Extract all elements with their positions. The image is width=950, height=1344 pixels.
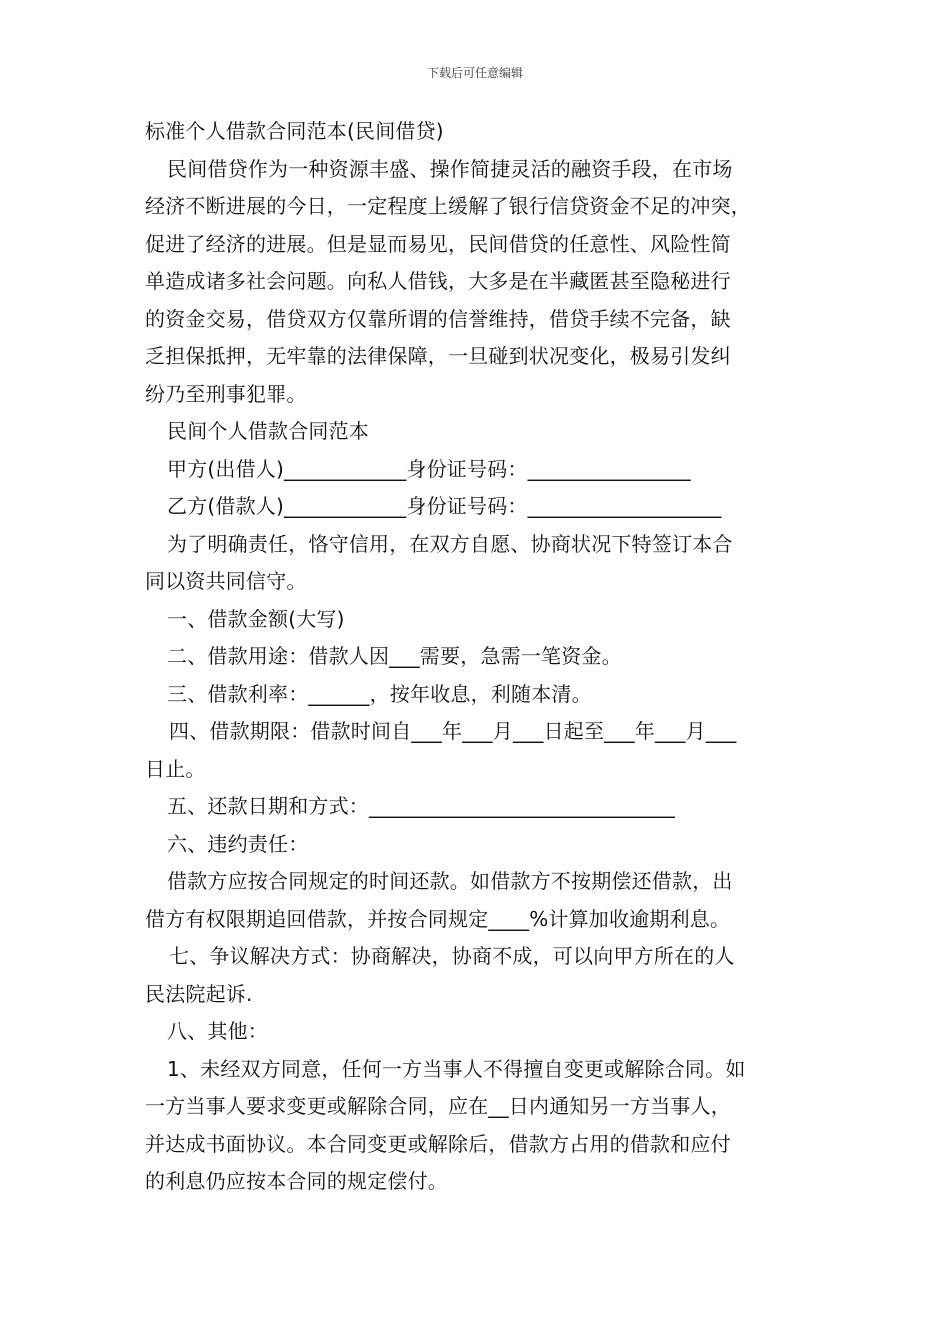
clause-8: 八、其他：	[167, 1019, 268, 1043]
contract-title: 民间个人借款合同范本	[167, 419, 369, 443]
clause-4-line: 四、借款期限：借款时间自___年___月___日起至___年___月___	[169, 719, 737, 743]
party-a-line: 甲方(出借人)____________身份证号码：________________	[167, 456, 691, 481]
intro-line: 的资金交易，借贷双方仅靠所谓的信誉维持，借贷手续不完备，缺	[145, 306, 731, 331]
clause-2: 二、借款用途：借款人因___需要，急需一笔资金。	[167, 644, 622, 668]
header-note: 下载后可任意编辑	[426, 66, 523, 80]
intro-line: 乏担保抵押，无牢靠的法律保障，一旦碰到状况变化，极易引发纠	[145, 344, 731, 368]
clause-4-line: 日止。	[145, 756, 206, 781]
clause-8-line: 并达成书面协议。本合同变更或解除后，借款方占用的借款和应付	[145, 1131, 731, 1156]
document-body	[145, 113, 815, 1201]
preamble-line: 同以资共同信守。	[145, 569, 307, 593]
document-title: 标准个人借款合同范本(民间借贷)	[145, 119, 444, 143]
intro-line: 民间借贷作为一种资源丰盛、操作简捷灵活的融资手段，在市场	[167, 156, 733, 181]
clause-6: 六、违约责任：	[167, 831, 309, 856]
intro-line: 促进了经济的进展。但是显而易见，民间借贷的任意性、风险性简	[145, 231, 731, 256]
party-b-line: 乙方(借款人)____________身份证号码：___________________	[167, 494, 722, 518]
clause-7-line: 七、争议解决方式：协商解决，协商不成，可以向甲方所在的人	[169, 944, 735, 968]
clause-1: 一、借款金额(大写)	[167, 606, 345, 631]
intro-line: 经济不断进展的今日，一定程度上缓解了银行信贷资金不足的冲突，	[145, 194, 751, 218]
intro-line: 纷乃至刑事犯罪。	[145, 381, 307, 406]
preamble-line: 为了明确责任，恪守信用，在双方自愿、协商状况下特签订本合	[167, 531, 733, 556]
clause-5: 五、还款日期和方式：______________________________	[167, 794, 675, 818]
clause-6-line: 借款方应按合同规定的时间还款。如借款方不按期偿还借款，出	[167, 869, 733, 893]
clause-7-line: 民法院起诉.	[145, 981, 253, 1006]
clause-3: 三、借款利率：______，按年收息，利随本清。	[167, 681, 592, 706]
clause-8-line: 1、未经双方同意，任何一方当事人不得擅自变更或解除合同。如	[167, 1056, 746, 1081]
intro-line: 单造成诸多社会问题。向私人借钱，大多是在半藏匿甚至隐秘进行	[145, 269, 731, 293]
clause-8-line: 一方当事人要求变更或解除合同，应在__日内通知另一方当事人，	[145, 1094, 731, 1118]
clause-8-line: 的利息仍应按本合同的规定偿付。	[145, 1169, 448, 1193]
clause-6-line: 借方有权限期追回借款，并按合同规定____%计算加收逾期利息。	[145, 906, 731, 931]
